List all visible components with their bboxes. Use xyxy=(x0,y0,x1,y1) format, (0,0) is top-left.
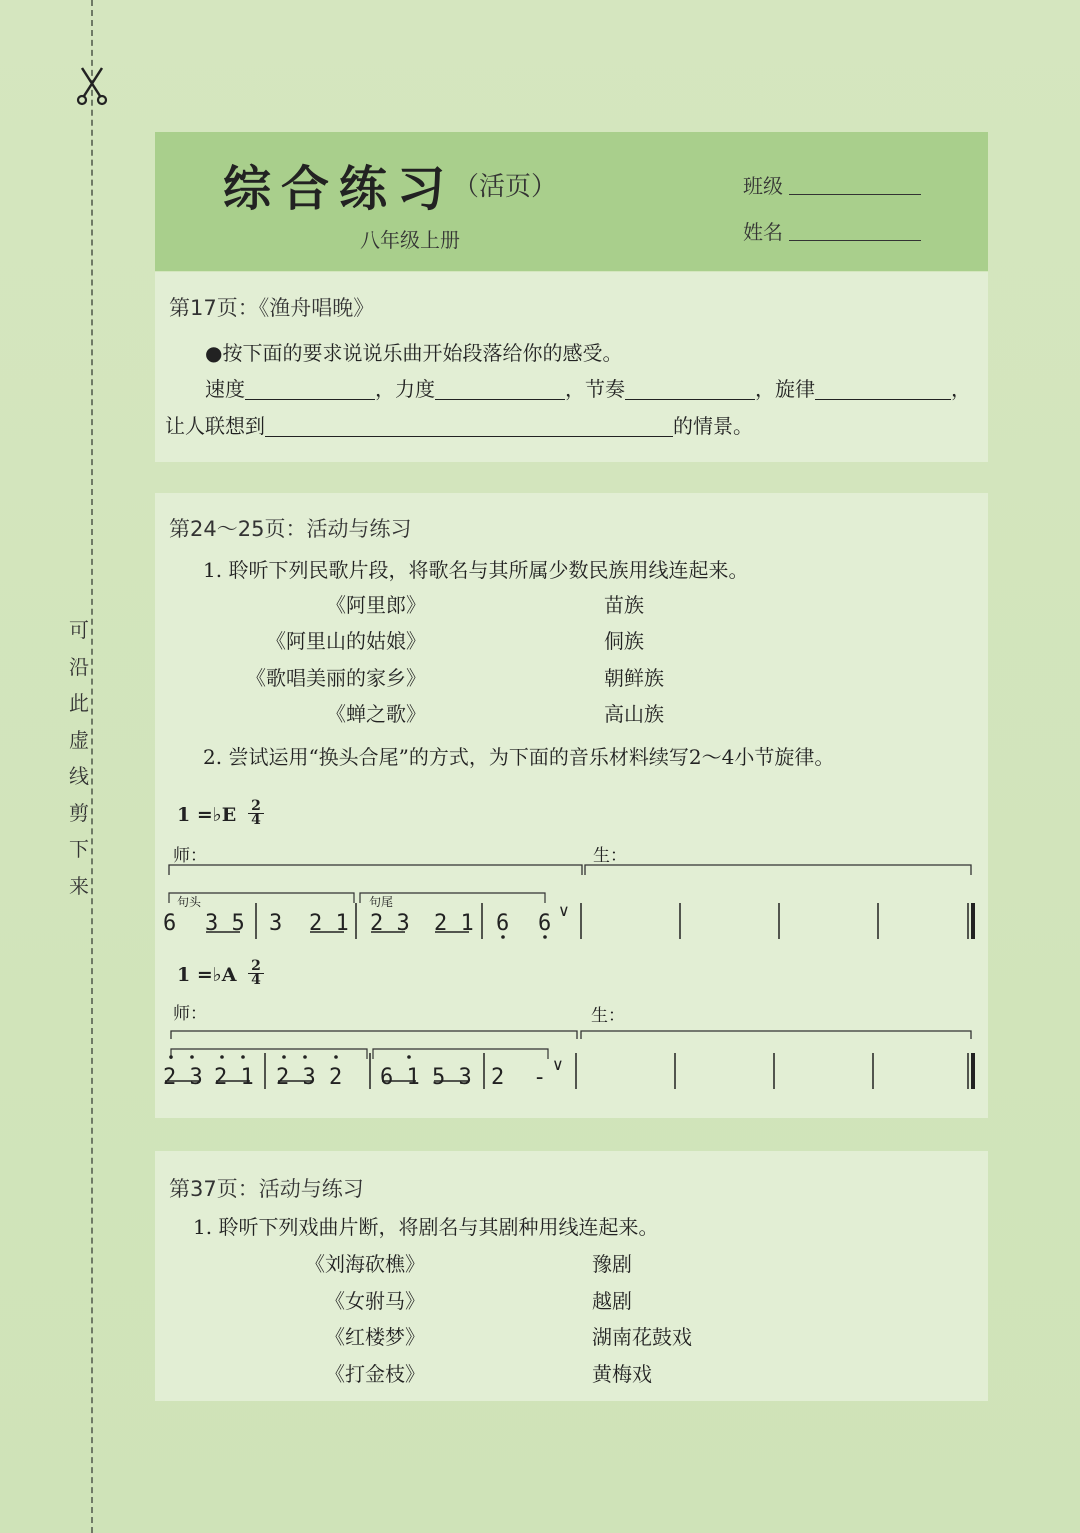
association-row: 让人联想到 的情景。 xyxy=(165,414,753,438)
note: 2 3 xyxy=(276,1065,316,1090)
opera-item[interactable]: 《女驸马》 xyxy=(325,1289,425,1313)
genre-item[interactable]: 黄梅戏 xyxy=(592,1362,652,1386)
worksheet-title-sub: （活页） xyxy=(453,172,558,202)
melody-blank[interactable] xyxy=(815,381,951,400)
note: 2 3 xyxy=(163,1065,203,1090)
association-blank[interactable] xyxy=(265,418,673,437)
note: 2 xyxy=(329,1065,343,1090)
genre-item[interactable]: 豫剧 xyxy=(592,1252,632,1276)
genre-item[interactable]: 越剧 xyxy=(592,1289,632,1313)
section-page37 xyxy=(155,1151,988,1401)
head-label: 句头 xyxy=(177,895,202,909)
worksheet-title: 综合练习 xyxy=(223,161,456,217)
note: 3 5 xyxy=(205,911,245,936)
cut-instruction: 可 沿 此 虚 线 剪 下 来 xyxy=(69,618,89,898)
note: 2 1 xyxy=(434,911,474,936)
score1-time-signature: $\frac{2}{4}$ xyxy=(248,800,264,827)
note: 2 3 xyxy=(370,911,410,936)
question-2: 2. 尝试运用“换头合尾”的方式，为下面的音乐材料续写2～4小节旋律。 xyxy=(203,745,835,769)
breath-mark: ∨ xyxy=(558,901,570,920)
section-page24-25 xyxy=(155,493,988,1118)
note: - xyxy=(533,1065,547,1090)
score2-teacher-label: 师： xyxy=(173,1004,207,1024)
scissors-icon xyxy=(74,66,110,106)
section-heading: 第37页：活动与练习 xyxy=(169,1177,364,1201)
note: 6 1 xyxy=(380,1065,420,1090)
class-blank[interactable] xyxy=(789,176,921,195)
note: 5 3 xyxy=(432,1065,472,1090)
section-heading: 第24～25页：活动与练习 xyxy=(169,517,412,541)
grade-label: 八年级上册 xyxy=(360,228,460,252)
question-1: 1. 聆听下列民歌片段，将歌名与其所属少数民族用线连起来。 xyxy=(203,558,749,582)
note: 2 xyxy=(491,1065,505,1090)
speed-blank[interactable] xyxy=(245,381,375,400)
genre-item[interactable]: 湖南花鼓戏 xyxy=(592,1325,692,1349)
section-heading: 第17页：《渔舟唱晚》 xyxy=(169,296,375,320)
score2-staff xyxy=(155,1023,988,1103)
ethnic-item[interactable]: 朝鲜族 xyxy=(604,666,664,690)
tail-label: 句尾 xyxy=(369,895,394,909)
song-item[interactable]: 《蝉之歌》 xyxy=(326,702,426,726)
ethnic-item[interactable]: 侗族 xyxy=(604,629,644,653)
ethnic-item[interactable]: 苗族 xyxy=(604,593,644,617)
section-page17 xyxy=(155,272,988,462)
note: 2 1 xyxy=(214,1065,254,1090)
song-item[interactable]: 《阿里山的姑娘》 xyxy=(266,629,426,653)
worksheet-header xyxy=(155,132,988,271)
note: 6 xyxy=(538,911,552,936)
score1-student-label: 生： xyxy=(593,846,627,866)
opera-item[interactable]: 《红楼梦》 xyxy=(325,1325,425,1349)
feeling-blanks-row: 速度 ，力度 ，节奏 ，旋律 ， xyxy=(205,377,971,401)
score1-key: 1 =♭E xyxy=(177,804,237,826)
ethnic-item[interactable]: 高山族 xyxy=(604,702,664,726)
score2-time-signature: $\frac{2}{4}$ xyxy=(248,960,264,987)
score2-student-label: 生： xyxy=(591,1006,625,1026)
song-item[interactable]: 《阿里郎》 xyxy=(326,593,426,617)
note: 2 1 xyxy=(309,911,349,936)
question-1: 1. 聆听下列戏曲片断，将剧名与其剧种用线连起来。 xyxy=(193,1215,659,1239)
note: 6 xyxy=(496,911,510,936)
breath-mark: ∨ xyxy=(552,1055,564,1074)
class-field[interactable]: 班级 xyxy=(743,170,921,199)
opera-item[interactable]: 《打金枝》 xyxy=(325,1362,425,1386)
name-blank[interactable] xyxy=(789,222,921,241)
note: 6 xyxy=(163,911,177,936)
note: 3 xyxy=(269,911,283,936)
rhythm-blank[interactable] xyxy=(625,381,755,400)
score1-teacher-label: 师： xyxy=(173,846,207,866)
score2-key: 1 =♭A xyxy=(177,964,237,986)
song-item[interactable]: 《歌唱美丽的家乡》 xyxy=(246,666,426,690)
opera-item[interactable]: 《刘海砍樵》 xyxy=(305,1252,425,1276)
dynamics-blank[interactable] xyxy=(435,381,565,400)
question-prompt: ●按下面的要求说说乐曲开始段落给你的感受。 xyxy=(205,341,623,365)
name-field[interactable]: 姓名 xyxy=(743,216,921,245)
